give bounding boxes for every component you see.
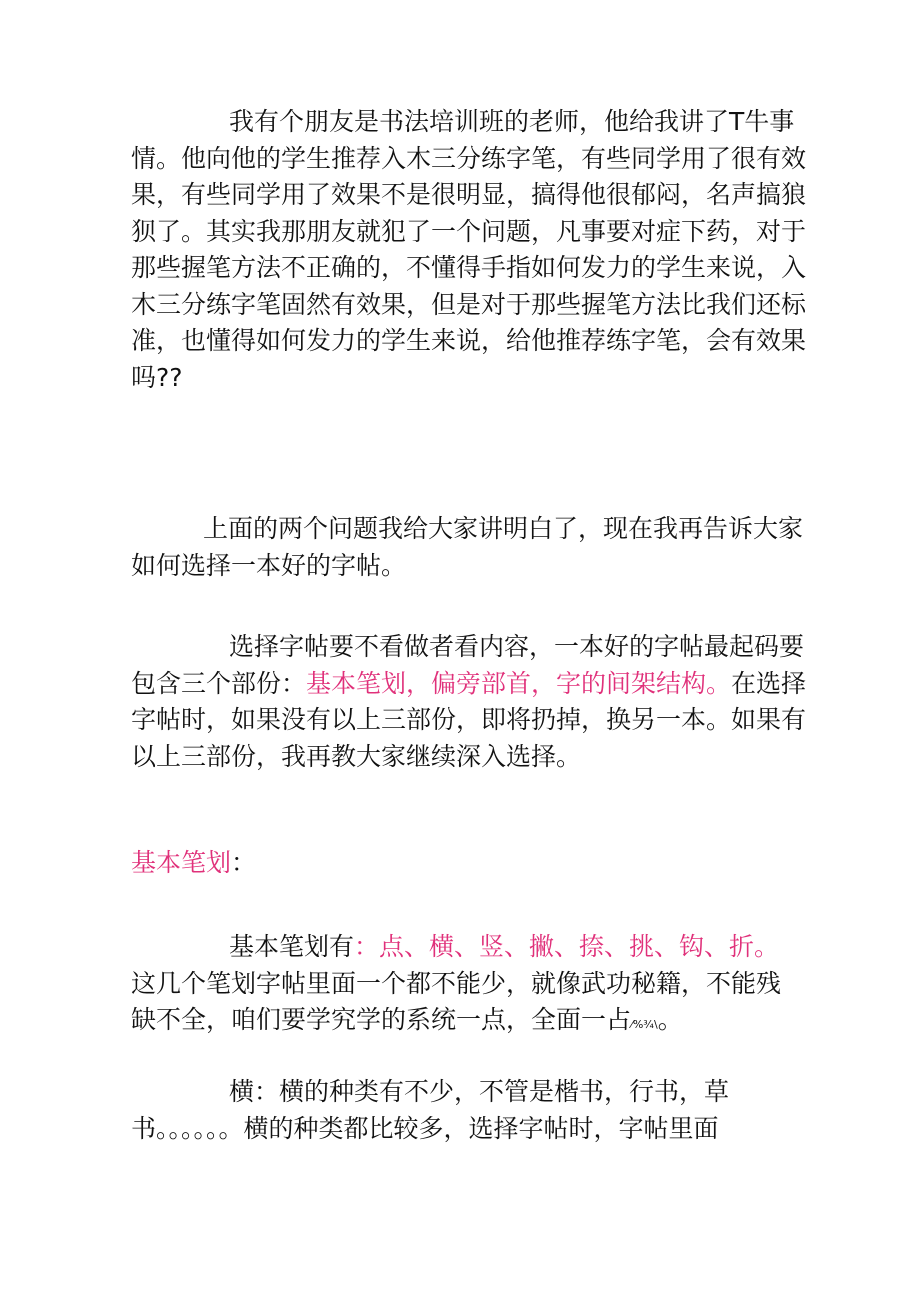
paragraph-end: 。: [657, 1005, 683, 1034]
paragraph-text: 我有个朋友是书法培训班的老师，他给我讲了T牛事情。他向他的学生推荐入木三分练字笔，有些同学用了很有效果，有些同学用了效果不是很明显，搞得他很郁闷，名声搞狼狈了。其实我那朋友就犯了一个问题，凡事要对症下药，对于那些握笔方法不正确的，不懂得手指如何发力的学生来说，入木三分练字笔固然有效果，但是对于那些握笔方法比我们还标准，也懂得如何发力的学生来说，给他推荐练字笔，会有效果吗??: [131, 107, 807, 392]
highlight-stroke-list: ：点、横、竖、撇、捺、挑、钩、折。: [354, 932, 780, 961]
paragraph-intro-choose: [131, 511, 811, 584]
paragraph-tail: 这几个笔划字帖里面一个都不能少，就像武功秘籍，不能残缺不全，咱们要学究学的系统一点，全面一占: [131, 968, 782, 1034]
paragraph-tail: 在选择字帖时，如果没有以上三部份，即将扔掉，换另一本。如果有以上三部份，我再教大家继续深入选择。: [131, 668, 807, 771]
paragraph-lead: 基本笔划有: [229, 932, 355, 961]
paragraph-lead: 选择字帖要不看做者看内容，一本好的字帖最起码要包含三个部份：: [131, 632, 805, 698]
paragraph-basic-strokes: [131, 929, 791, 1044]
paragraph-text: 横：横的种类有不少，不管是楷书，行书，草书。。。。。。横的种类都比较多，选择字帖时，字帖里面: [131, 1077, 730, 1143]
paragraph-friend-story: [131, 104, 811, 396]
paragraph-horizontal-stroke: [131, 1074, 811, 1147]
heading-label: 基本笔划: [131, 848, 232, 877]
highlight-three-parts: 基本笔划，偏旁部首，字的间架结构。: [306, 668, 732, 698]
section-heading-basic-strokes: [131, 845, 811, 882]
paragraph-three-parts: [131, 629, 811, 775]
paragraph-text: 上面的两个问题我给大家讲明白了，现在我再告诉大家如何选择一本好的字帖。: [131, 514, 804, 580]
heading-colon: ：: [231, 848, 257, 877]
garbled-mark: ⁄%¾\: [631, 1018, 658, 1031]
